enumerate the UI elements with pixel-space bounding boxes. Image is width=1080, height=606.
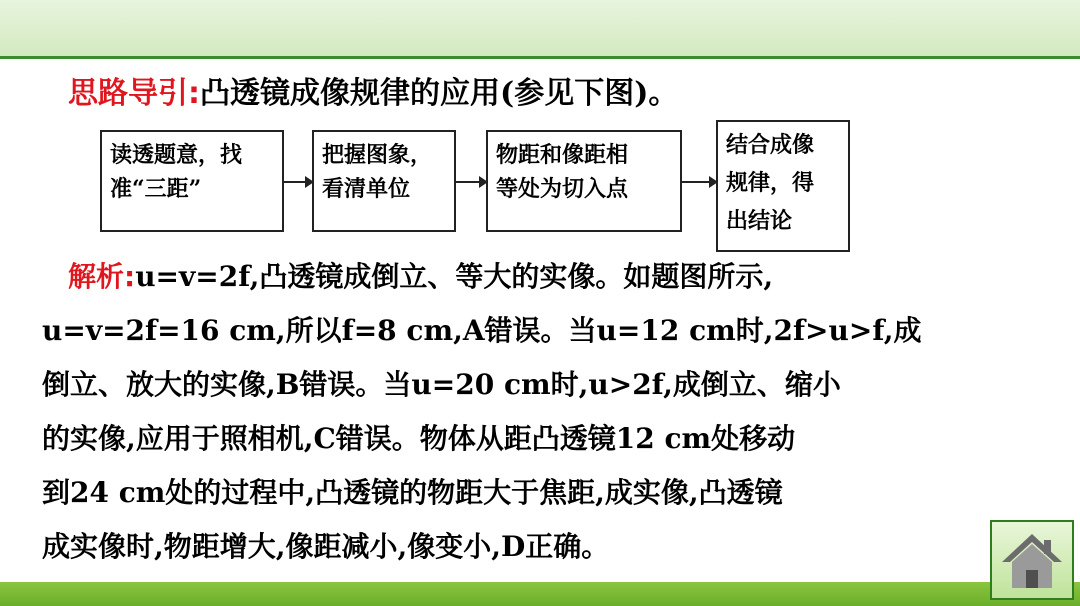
- flow-step-2: 把握图象， 看清单位: [312, 130, 456, 232]
- flow-step-4: 结合成像 规律，得 出结论: [716, 120, 850, 252]
- analysis-line-3: 倒立、放大的实像,B错误。当u=20 cm时,u>2f,成倒立、缩小: [42, 368, 841, 401]
- flow-arrow-2: [456, 181, 486, 183]
- home-icon: [998, 528, 1066, 592]
- flow-arrow-3: [682, 181, 716, 183]
- analysis-line-4: 的实像,应用于照相机,C错误。物体从距凸透镜12 cm处移动: [42, 422, 796, 455]
- analysis-line-1: [42, 250, 1042, 304]
- thinking-guide-text: 凸透镜成像规律的应用(参见下图)。: [200, 76, 679, 111]
- flow-step-1: 读透题意，找 准“三距”: [100, 130, 284, 232]
- analysis-line-5: 到24 cm处的过程中,凸透镜的物距大于焦距,成实像,凸透镜: [42, 476, 783, 509]
- footer-band: [0, 582, 1080, 606]
- home-button[interactable]: [990, 520, 1074, 600]
- analysis-line-6: 成实像时,物距增大,像距减小,像变小,D正确。: [42, 530, 610, 563]
- analysis-label: 解析:: [68, 260, 136, 293]
- analysis: [42, 250, 1042, 574]
- thinking-guide: [68, 74, 678, 114]
- analysis-text-1: u=v=2f,凸透镜成倒立、等大的实像。如题图所示,: [135, 260, 774, 293]
- thinking-guide-label: 思路导引:: [68, 76, 200, 111]
- flow-step-3: 物距和像距相 等处为切入点: [486, 130, 682, 232]
- flow-arrow-1: [284, 181, 312, 183]
- header-divider: [0, 56, 1080, 59]
- header-band: [0, 0, 1080, 56]
- analysis-line-2: u=v=2f=16 cm,所以f=8 cm,A错误。当u=12 cm时,2f>u>f,成: [42, 314, 922, 347]
